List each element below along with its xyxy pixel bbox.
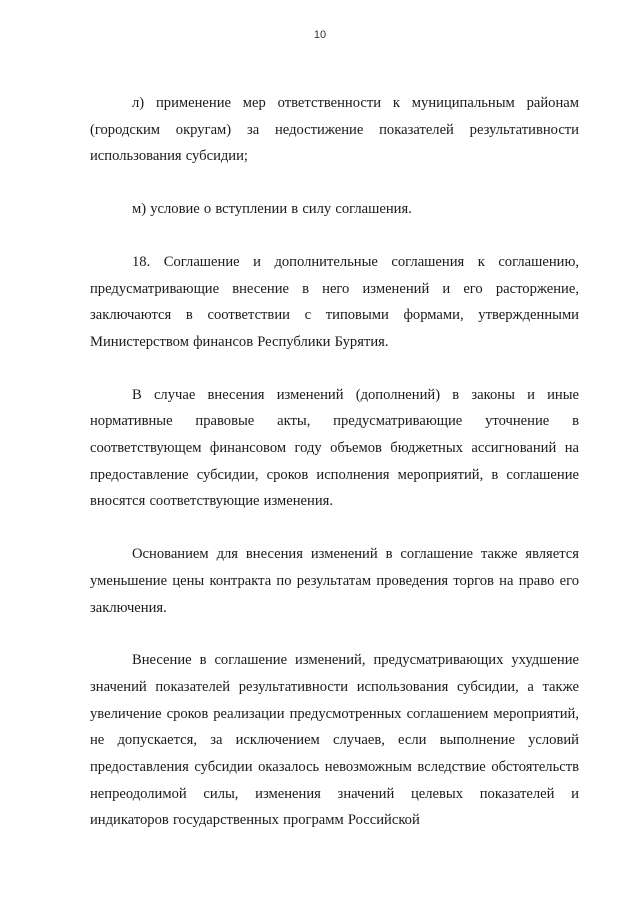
document-body	[90, 90, 579, 834]
paragraph-clause-18: 18. Соглашение и дополнительные соглашения к соглашению, предусматривающие внесение в него изменений и его расторжение, заключаются в соответствии с типовыми формами, утвержденными Министерством финансов Республики Бурятия.	[90, 253, 579, 350]
paragraph-item-l: л) применение мер ответственности к муниципальным районам (городским округам) за недостижение показателей результативности использования субсидии;	[90, 95, 579, 165]
paragraph-item-m: м) условие о вступлении в силу соглашения.	[132, 201, 412, 218]
page-number: 10	[313, 29, 327, 41]
paragraph-changes-in-laws: В случае внесения изменений (дополнений) в законы и иные нормативные правовые акты, предусматривающие уточнение в соответствующем финансовом году объемов бюджетных ассигнований на предоставление субсидии, сроков исполнения мероприятий, в соглашение вносятся соответствующие изменения.	[90, 386, 579, 510]
paragraph-contract-price: Основанием для внесения изменений в соглашение также является уменьшение цены контракта по результатам проведения торгов на право его заключения.	[90, 546, 579, 616]
paragraph-changes-restrictions: Внесение в соглашение изменений, предусматривающих ухудшение значений показателей результативности использования субсидии, а также увеличение сроков реализации предусмотренных соглашением мероприятий, не допускается, за исключением случаев, если выполнение условий предоставления субсидии оказалось невозможным вследствие обстоятельств непреодолимой силы, изменения значений целевых показателей и индикаторов государственных программ Российской	[90, 652, 579, 829]
